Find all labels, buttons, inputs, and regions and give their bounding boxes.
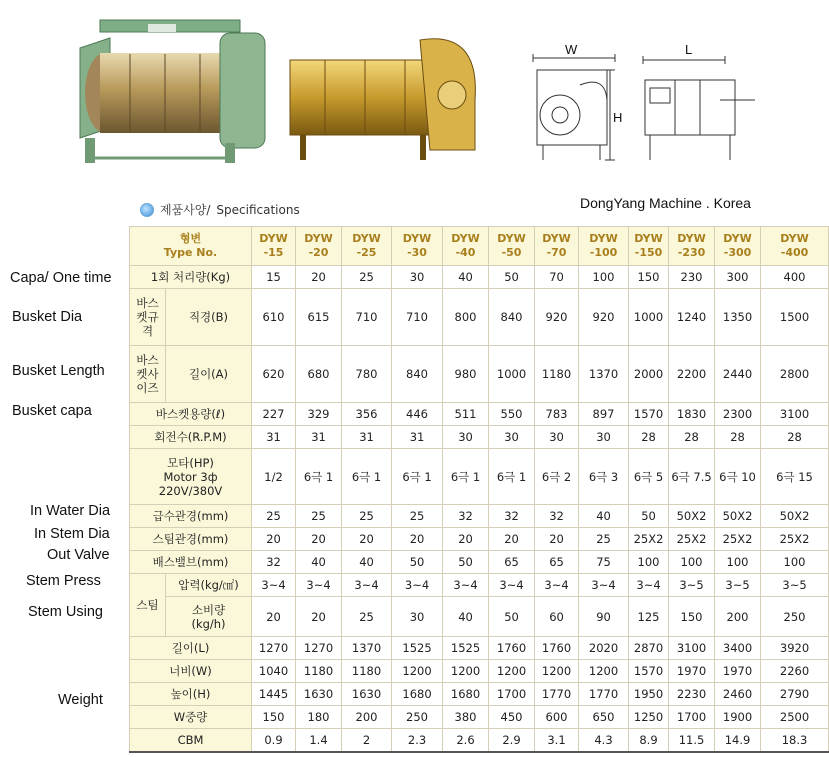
row-label: 높이(H): [130, 683, 252, 706]
table-cell: 3~5: [715, 574, 761, 597]
table-cell: 32: [443, 505, 489, 528]
table-row: [130, 706, 829, 729]
model-header: [579, 227, 629, 266]
table-cell: 20: [252, 597, 296, 637]
table-cell: 20: [296, 597, 342, 637]
table-cell: 400: [761, 266, 829, 289]
model-number: -25: [356, 246, 377, 259]
table-cell: 50: [443, 551, 489, 574]
table-cell: 1570: [629, 403, 669, 426]
table-cell: 20: [489, 528, 535, 551]
table-cell: 60: [535, 597, 579, 637]
table-cell: 2.3: [392, 729, 443, 752]
table-cell: 180: [296, 706, 342, 729]
table-cell: 920: [535, 289, 579, 346]
table-cell: 50X2: [715, 505, 761, 528]
table-cell: 30: [579, 426, 629, 449]
model-number: -230: [677, 246, 706, 259]
model-number: -100: [589, 246, 618, 259]
table-cell: 30: [392, 266, 443, 289]
table-row: [130, 597, 829, 637]
model-header: [252, 227, 296, 266]
row-label: 길이(L): [130, 637, 252, 660]
table-cell: 40: [342, 551, 392, 574]
table-cell: 150: [629, 266, 669, 289]
table-cell: 20: [342, 528, 392, 551]
table-cell: 1240: [669, 289, 715, 346]
table-cell: 100: [669, 551, 715, 574]
model-number: -150: [634, 246, 663, 259]
table-cell: 710: [392, 289, 443, 346]
row-label: 1회 처리량(Kg): [130, 266, 252, 289]
table-cell: 20: [296, 266, 342, 289]
table-cell: 2440: [715, 346, 761, 403]
specifications-table: [129, 226, 829, 753]
row-label: 회전수(R.P.M): [130, 426, 252, 449]
table-cell: 40: [579, 505, 629, 528]
table-cell: 20: [535, 528, 579, 551]
table-cell: 25: [252, 505, 296, 528]
table-cell: 1370: [579, 346, 629, 403]
table-cell: 70: [535, 266, 579, 289]
model-prefix: DYW: [723, 232, 752, 245]
row-label: 너비(W): [130, 660, 252, 683]
table-cell: 25X2: [761, 528, 829, 551]
table-cell: 227: [252, 403, 296, 426]
table-cell: 600: [535, 706, 579, 729]
table-row: [130, 403, 829, 426]
table-cell: 511: [443, 403, 489, 426]
table-cell: 50: [392, 551, 443, 574]
table-cell: 2020: [579, 637, 629, 660]
table-cell: 14.9: [715, 729, 761, 752]
model-header: [669, 227, 715, 266]
table-cell: 1180: [535, 346, 579, 403]
table-cell: 25: [579, 528, 629, 551]
table-cell: 650: [579, 706, 629, 729]
table-header-row: [130, 227, 829, 266]
table-cell: 550: [489, 403, 535, 426]
table-row: [130, 528, 829, 551]
table-cell: 20: [392, 528, 443, 551]
table-cell: 2870: [629, 637, 669, 660]
table-row: [130, 683, 829, 706]
table-cell: 30: [489, 426, 535, 449]
row-label: W중량: [130, 706, 252, 729]
model-number: -70: [546, 246, 567, 259]
dimension-diagram: [525, 40, 765, 175]
table-cell: 50: [489, 597, 535, 637]
table-cell: 31: [342, 426, 392, 449]
table-cell: 1970: [669, 660, 715, 683]
table-cell: 150: [669, 597, 715, 637]
table-cell: 3~4: [489, 574, 535, 597]
model-prefix: DYW: [304, 232, 333, 245]
table-cell: 28: [629, 426, 669, 449]
table-cell: 2.6: [443, 729, 489, 752]
model-prefix: DYW: [497, 232, 526, 245]
table-cell: 2: [342, 729, 392, 752]
table-cell: 28: [761, 426, 829, 449]
header-kr: 형변: [179, 232, 202, 245]
row-label: 직경(B): [166, 289, 252, 346]
table-cell: 2260: [761, 660, 829, 683]
table-cell: 3400: [715, 637, 761, 660]
table-cell: 30: [535, 426, 579, 449]
type-no-header: [130, 227, 252, 266]
row-label: 바스켓용량(ℓ): [130, 403, 252, 426]
table-cell: 6극 1: [296, 449, 342, 505]
table-cell: 2230: [669, 683, 715, 706]
table-cell: 897: [579, 403, 629, 426]
side-label-busket-length: Busket Length: [12, 363, 105, 379]
table-cell: 25: [342, 266, 392, 289]
row-label: CBM: [130, 729, 252, 752]
header-en: Type No.: [163, 246, 218, 259]
company-name: DongYang Machine . Korea: [580, 195, 751, 211]
table-cell: 25X2: [715, 528, 761, 551]
table-cell: 920: [579, 289, 629, 346]
table-cell: 2300: [715, 403, 761, 426]
table-cell: 2200: [669, 346, 715, 403]
table-row: [130, 660, 829, 683]
model-header: [296, 227, 342, 266]
model-prefix: DYW: [451, 232, 480, 245]
model-prefix: DYW: [352, 232, 381, 245]
model-number: -400: [780, 246, 809, 259]
table-cell: 30: [443, 426, 489, 449]
model-number: -50: [501, 246, 522, 259]
model-number: -40: [455, 246, 476, 259]
table-cell: 2000: [629, 346, 669, 403]
table-cell: 3~4: [629, 574, 669, 597]
table-cell: 610: [252, 289, 296, 346]
table-cell: 1770: [579, 683, 629, 706]
table-cell: 6극 10: [715, 449, 761, 505]
table-cell: 1350: [715, 289, 761, 346]
table-cell: 6극 15: [761, 449, 829, 505]
table-cell: 6극 7.5: [669, 449, 715, 505]
table-cell: 1200: [392, 660, 443, 683]
table-cell: 3~4: [392, 574, 443, 597]
table-cell: 1370: [342, 637, 392, 660]
table-cell: 125: [629, 597, 669, 637]
table-cell: 100: [579, 266, 629, 289]
table-cell: 356: [342, 403, 392, 426]
table-cell: 25: [392, 505, 443, 528]
table-cell: 40: [443, 266, 489, 289]
model-number: -15: [263, 246, 284, 259]
table-row: [130, 426, 829, 449]
table-cell: 25: [296, 505, 342, 528]
table-cell: 18.3: [761, 729, 829, 752]
table-cell: 0.9: [252, 729, 296, 752]
table-cell: 11.5: [669, 729, 715, 752]
table-cell: 40: [296, 551, 342, 574]
model-prefix: DYW: [780, 232, 809, 245]
table-cell: 680: [296, 346, 342, 403]
model-header: [761, 227, 829, 266]
table-cell: 40: [443, 597, 489, 637]
table-cell: 1200: [535, 660, 579, 683]
table-cell: 250: [761, 597, 829, 637]
table-cell: 1525: [443, 637, 489, 660]
table-row: [130, 289, 829, 346]
table-cell: 20: [252, 528, 296, 551]
diagram-h-label: H: [613, 110, 623, 125]
table-cell: 1525: [392, 637, 443, 660]
table-row: [130, 346, 829, 403]
table-cell: 2460: [715, 683, 761, 706]
heading-kr: 제품사양/: [160, 203, 211, 217]
table-cell: 1680: [392, 683, 443, 706]
model-prefix: DYW: [542, 232, 571, 245]
table-cell: 780: [342, 346, 392, 403]
table-cell: 3920: [761, 637, 829, 660]
table-cell: 1900: [715, 706, 761, 729]
group-label: 스팀: [130, 574, 166, 637]
table-cell: 6극 5: [629, 449, 669, 505]
side-label-weight: Weight: [58, 692, 103, 708]
table-cell: 30: [392, 597, 443, 637]
table-cell: 710: [342, 289, 392, 346]
table-cell: 1200: [489, 660, 535, 683]
table-cell: 50X2: [669, 505, 715, 528]
table-row: [130, 729, 829, 752]
row-label: 길이(A): [166, 346, 252, 403]
table-cell: 3.1: [535, 729, 579, 752]
table-cell: 1040: [252, 660, 296, 683]
side-label-busket-capa: Busket capa: [12, 403, 92, 419]
table-cell: 1250: [629, 706, 669, 729]
side-label-out-valve: Out Valve: [47, 547, 110, 563]
table-cell: 620: [252, 346, 296, 403]
table-cell: 250: [392, 706, 443, 729]
table-cell: 1700: [669, 706, 715, 729]
row-label: 압력(kg/㎠): [166, 574, 252, 597]
table-cell: 1970: [715, 660, 761, 683]
diagram-l-label: L: [685, 42, 693, 57]
model-header: [489, 227, 535, 266]
side-label-in-water: In Water Dia: [30, 503, 111, 519]
table-cell: 800: [443, 289, 489, 346]
table-cell: 3~4: [296, 574, 342, 597]
table-cell: 200: [715, 597, 761, 637]
table-cell: 31: [252, 426, 296, 449]
table-cell: 75: [579, 551, 629, 574]
table-cell: 2800: [761, 346, 829, 403]
table-cell: 3~4: [342, 574, 392, 597]
bullet-icon: [140, 203, 154, 217]
table-cell: 1200: [579, 660, 629, 683]
specifications-heading: [140, 201, 300, 218]
table-cell: 1/2: [252, 449, 296, 505]
table-row: [130, 266, 829, 289]
model-header: [629, 227, 669, 266]
table-cell: 90: [579, 597, 629, 637]
table-cell: 4.3: [579, 729, 629, 752]
table-cell: 31: [392, 426, 443, 449]
model-number: -30: [407, 246, 427, 259]
table-cell: 329: [296, 403, 342, 426]
model-header: [342, 227, 392, 266]
table-cell: 50: [489, 266, 535, 289]
table-cell: 3~5: [669, 574, 715, 597]
table-cell: 32: [252, 551, 296, 574]
model-prefix: DYW: [402, 232, 432, 245]
table-cell: 446: [392, 403, 443, 426]
table-cell: 6극 1: [443, 449, 489, 505]
table-cell: 3~4: [443, 574, 489, 597]
table-cell: 1950: [629, 683, 669, 706]
table-cell: 615: [296, 289, 342, 346]
table-cell: 1180: [296, 660, 342, 683]
washer-photo-gold: [280, 20, 490, 170]
side-label-capa: Capa/ One time: [10, 270, 112, 286]
table-cell: 3100: [761, 403, 829, 426]
table-cell: 1270: [296, 637, 342, 660]
table-cell: 150: [252, 706, 296, 729]
table-cell: 100: [761, 551, 829, 574]
table-cell: 100: [629, 551, 669, 574]
model-number: -300: [723, 246, 752, 259]
table-cell: 1760: [535, 637, 579, 660]
table-cell: 15: [252, 266, 296, 289]
model-prefix: DYW: [259, 232, 288, 245]
row-label: 모타(HP) Motor 3ф 220V/380V: [130, 449, 252, 505]
table-cell: 20: [296, 528, 342, 551]
table-cell: 230: [669, 266, 715, 289]
table-cell: 65: [535, 551, 579, 574]
table-cell: 1200: [443, 660, 489, 683]
group-label: 바스 켓사 이즈: [130, 346, 166, 403]
table-cell: 20: [443, 528, 489, 551]
side-label-stem-press: Stem Press: [26, 573, 101, 589]
model-number: -20: [308, 246, 329, 259]
group-label: 바스 켓규 격: [130, 289, 166, 346]
model-prefix: DYW: [589, 232, 618, 245]
table-row: [130, 449, 829, 505]
model-prefix: DYW: [677, 232, 706, 245]
table-cell: 980: [443, 346, 489, 403]
table-cell: 6극 1: [342, 449, 392, 505]
table-cell: 1700: [489, 683, 535, 706]
table-cell: 3~4: [252, 574, 296, 597]
table-cell: 450: [489, 706, 535, 729]
table-cell: 6극 2: [535, 449, 579, 505]
table-cell: 1630: [342, 683, 392, 706]
washer-photo-green: [60, 8, 280, 168]
model-header: [443, 227, 489, 266]
table-row: [130, 551, 829, 574]
table-cell: 28: [669, 426, 715, 449]
table-cell: 25: [342, 597, 392, 637]
table-cell: 1680: [443, 683, 489, 706]
side-label-stem-using: Stem Using: [28, 604, 103, 620]
table-cell: 8.9: [629, 729, 669, 752]
model-prefix: DYW: [634, 232, 663, 245]
model-header: [535, 227, 579, 266]
table-cell: 1270: [252, 637, 296, 660]
row-label: 급수관경(mm): [130, 505, 252, 528]
table-row: [130, 505, 829, 528]
table-cell: 25X2: [629, 528, 669, 551]
table-cell: 380: [443, 706, 489, 729]
table-cell: 3~4: [535, 574, 579, 597]
table-cell: 1630: [296, 683, 342, 706]
table-cell: 840: [392, 346, 443, 403]
table-cell: 6극 1: [392, 449, 443, 505]
row-label: 배스밸브(mm): [130, 551, 252, 574]
table-cell: 200: [342, 706, 392, 729]
side-label-in-stem: In Stem Dia: [34, 526, 110, 542]
table-cell: 32: [535, 505, 579, 528]
table-cell: 6극 3: [579, 449, 629, 505]
table-cell: 1770: [535, 683, 579, 706]
heading-en: Specifications: [216, 202, 300, 217]
table-row: [130, 637, 829, 660]
table-cell: 840: [489, 289, 535, 346]
table-cell: 25X2: [669, 528, 715, 551]
table-row: [130, 574, 829, 597]
table-cell: 31: [296, 426, 342, 449]
table-cell: 1830: [669, 403, 715, 426]
table-cell: 3~4: [579, 574, 629, 597]
table-cell: 1000: [629, 289, 669, 346]
table-cell: 1445: [252, 683, 296, 706]
table-cell: 1500: [761, 289, 829, 346]
table-cell: 50X2: [761, 505, 829, 528]
table-cell: 1.4: [296, 729, 342, 752]
table-cell: 300: [715, 266, 761, 289]
table-cell: 2500: [761, 706, 829, 729]
table-cell: 6극 1: [489, 449, 535, 505]
table-cell: 2790: [761, 683, 829, 706]
row-label: 스팀관경(mm): [130, 528, 252, 551]
model-header: [715, 227, 761, 266]
table-cell: 1570: [629, 660, 669, 683]
table-cell: 28: [715, 426, 761, 449]
table-cell: 25: [342, 505, 392, 528]
table-cell: 3~5: [761, 574, 829, 597]
table-cell: 783: [535, 403, 579, 426]
side-label-busket-dia: Busket Dia: [12, 309, 83, 325]
table-cell: 1180: [342, 660, 392, 683]
table-cell: 1000: [489, 346, 535, 403]
table-cell: 3100: [669, 637, 715, 660]
table-cell: 65: [489, 551, 535, 574]
diagram-w-label: W: [565, 42, 578, 57]
table-cell: 50: [629, 505, 669, 528]
row-label: 소비량 (kg/h): [166, 597, 252, 637]
table-cell: 100: [715, 551, 761, 574]
table-cell: 32: [489, 505, 535, 528]
table-cell: 1760: [489, 637, 535, 660]
model-header: [392, 227, 443, 266]
table-cell: 2.9: [489, 729, 535, 752]
